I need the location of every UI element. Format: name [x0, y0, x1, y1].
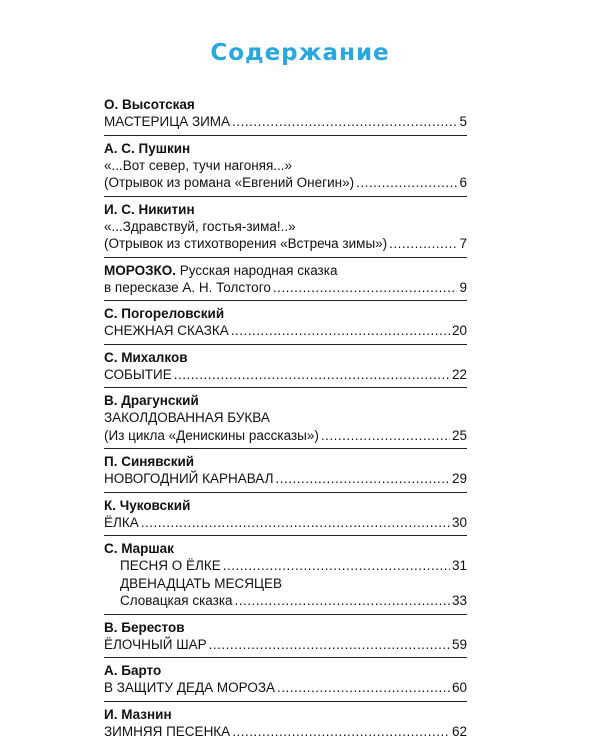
page-number: 30 — [451, 514, 467, 530]
entry-author: С. Погореловский — [104, 306, 225, 321]
page-number: 62 — [451, 723, 467, 739]
entry-title: НОВОГОДНИЙ КАРНАВАЛ — [104, 471, 274, 486]
entry-subtitle: в пересказе А. Н. Толстого — [104, 279, 271, 295]
entry-subtitle: (Отрывок из романа «Евгений Онегин») — [104, 175, 355, 190]
entry-title: СОБЫТИЕ — [104, 366, 172, 382]
entry-line[interactable] — [104, 470, 467, 488]
leader-dots — [389, 235, 457, 253]
entry-line[interactable] — [104, 514, 467, 532]
page-number: 22 — [451, 366, 467, 382]
entry-title: МАСТЕРИЦА ЗИМА — [104, 114, 231, 129]
leader-dots — [232, 113, 457, 131]
entry-author: В. Берестов — [104, 619, 185, 635]
toc-entry — [104, 300, 467, 340]
entry-line[interactable] — [104, 322, 467, 340]
page-number: 6 — [459, 175, 467, 190]
page-number: 9 — [459, 279, 467, 295]
leader-dots — [277, 679, 450, 697]
leader-dots — [321, 427, 450, 445]
entry-line[interactable] — [104, 366, 467, 384]
entry-line[interactable] — [104, 557, 467, 575]
page-number: 29 — [451, 471, 467, 486]
toc-entry — [104, 257, 467, 297]
page-number: 33 — [451, 593, 467, 608]
page-number: 31 — [451, 558, 467, 573]
leader-dots — [209, 636, 450, 654]
leader-dots — [275, 470, 450, 488]
entry-author: С. Михалков — [104, 349, 188, 365]
entry-author: С. Маршак — [104, 541, 174, 556]
entry-author — [104, 262, 467, 279]
entry-title: «...Здравствуй, гостья-зима!..» — [104, 218, 296, 234]
toc-entry — [104, 657, 467, 697]
toc-entry — [104, 448, 467, 488]
toc-entry — [104, 96, 467, 131]
leader-dots — [141, 514, 450, 532]
toc-entry — [104, 135, 467, 192]
entry-line[interactable] — [104, 279, 467, 297]
entry-title: ЁЛКА — [104, 514, 139, 530]
leader-dots — [232, 723, 450, 741]
entry-author: А. Барто — [104, 663, 162, 678]
entry-line[interactable] — [104, 174, 467, 192]
entry-subtitle: Словацкая сказка — [120, 593, 233, 608]
toc-entry — [104, 196, 467, 253]
entry-author: П. Синявский — [104, 454, 195, 469]
entry-subtitle: (Отрывок из стихотворения «Встреча зимы») — [104, 236, 388, 251]
toc-entry — [104, 344, 467, 384]
entry-line[interactable] — [104, 679, 467, 697]
page-number: 25 — [451, 427, 467, 443]
entry-author: К. Чуковский — [104, 497, 191, 513]
leader-dots — [273, 279, 458, 297]
leader-dots — [235, 592, 450, 610]
page-number: 60 — [451, 680, 467, 695]
entry-author: В. Драгунский — [104, 393, 199, 408]
entry-line[interactable] — [104, 113, 467, 131]
page-number: 5 — [459, 114, 467, 129]
entry-author: И. Мазнин — [104, 706, 172, 722]
page-number: 20 — [451, 323, 467, 338]
toc-entry — [104, 614, 467, 654]
entry-title: ЁЛОЧНЫЙ ШАР — [104, 636, 207, 652]
entry-title: ДВЕНАДЦАТЬ МЕСЯЦЕВ — [120, 575, 283, 591]
toc-entry — [104, 535, 467, 610]
leader-dots — [231, 322, 450, 340]
leader-dots — [174, 366, 450, 384]
entry-author: О. Высотская — [104, 97, 195, 112]
entry-author-name: МОРОЗКО. — [104, 262, 177, 278]
entry-line[interactable] — [104, 427, 467, 445]
entry-author-description: Русская народная сказка — [176, 262, 338, 278]
entry-title: ЗАКОЛДОВАННАЯ БУКВА — [104, 410, 270, 425]
entry-title: «...Вот север, тучи нагоняя...» — [104, 157, 293, 173]
entry-line[interactable] — [104, 723, 467, 741]
entry-line[interactable] — [104, 592, 467, 610]
toc-entry — [104, 701, 467, 741]
entry-line[interactable] — [104, 636, 467, 654]
page-number: 59 — [451, 636, 467, 652]
entry-author: А. С. Пушкин — [104, 140, 191, 156]
leader-dots — [223, 557, 450, 575]
entry-title: ПЕСНЯ О ЁЛКЕ — [120, 558, 221, 573]
page-title: Содержание — [210, 40, 390, 66]
page-number: 7 — [459, 236, 467, 251]
entry-line[interactable] — [104, 235, 467, 253]
leader-dots — [356, 174, 457, 192]
entry-author: И. С. Никитин — [104, 201, 195, 217]
entry-subtitle: (Из цикла «Денискины рассказы») — [104, 427, 319, 443]
entry-title: В ЗАЩИТУ ДЕДА МОРОЗА — [104, 680, 276, 695]
entry-title: СНЕЖНАЯ СКАЗКА — [104, 323, 229, 338]
table-of-contents — [104, 96, 467, 740]
toc-entry — [104, 387, 467, 444]
entry-title: ЗИМНЯЯ ПЕСЕНКА — [104, 723, 231, 739]
toc-entry — [104, 492, 467, 532]
